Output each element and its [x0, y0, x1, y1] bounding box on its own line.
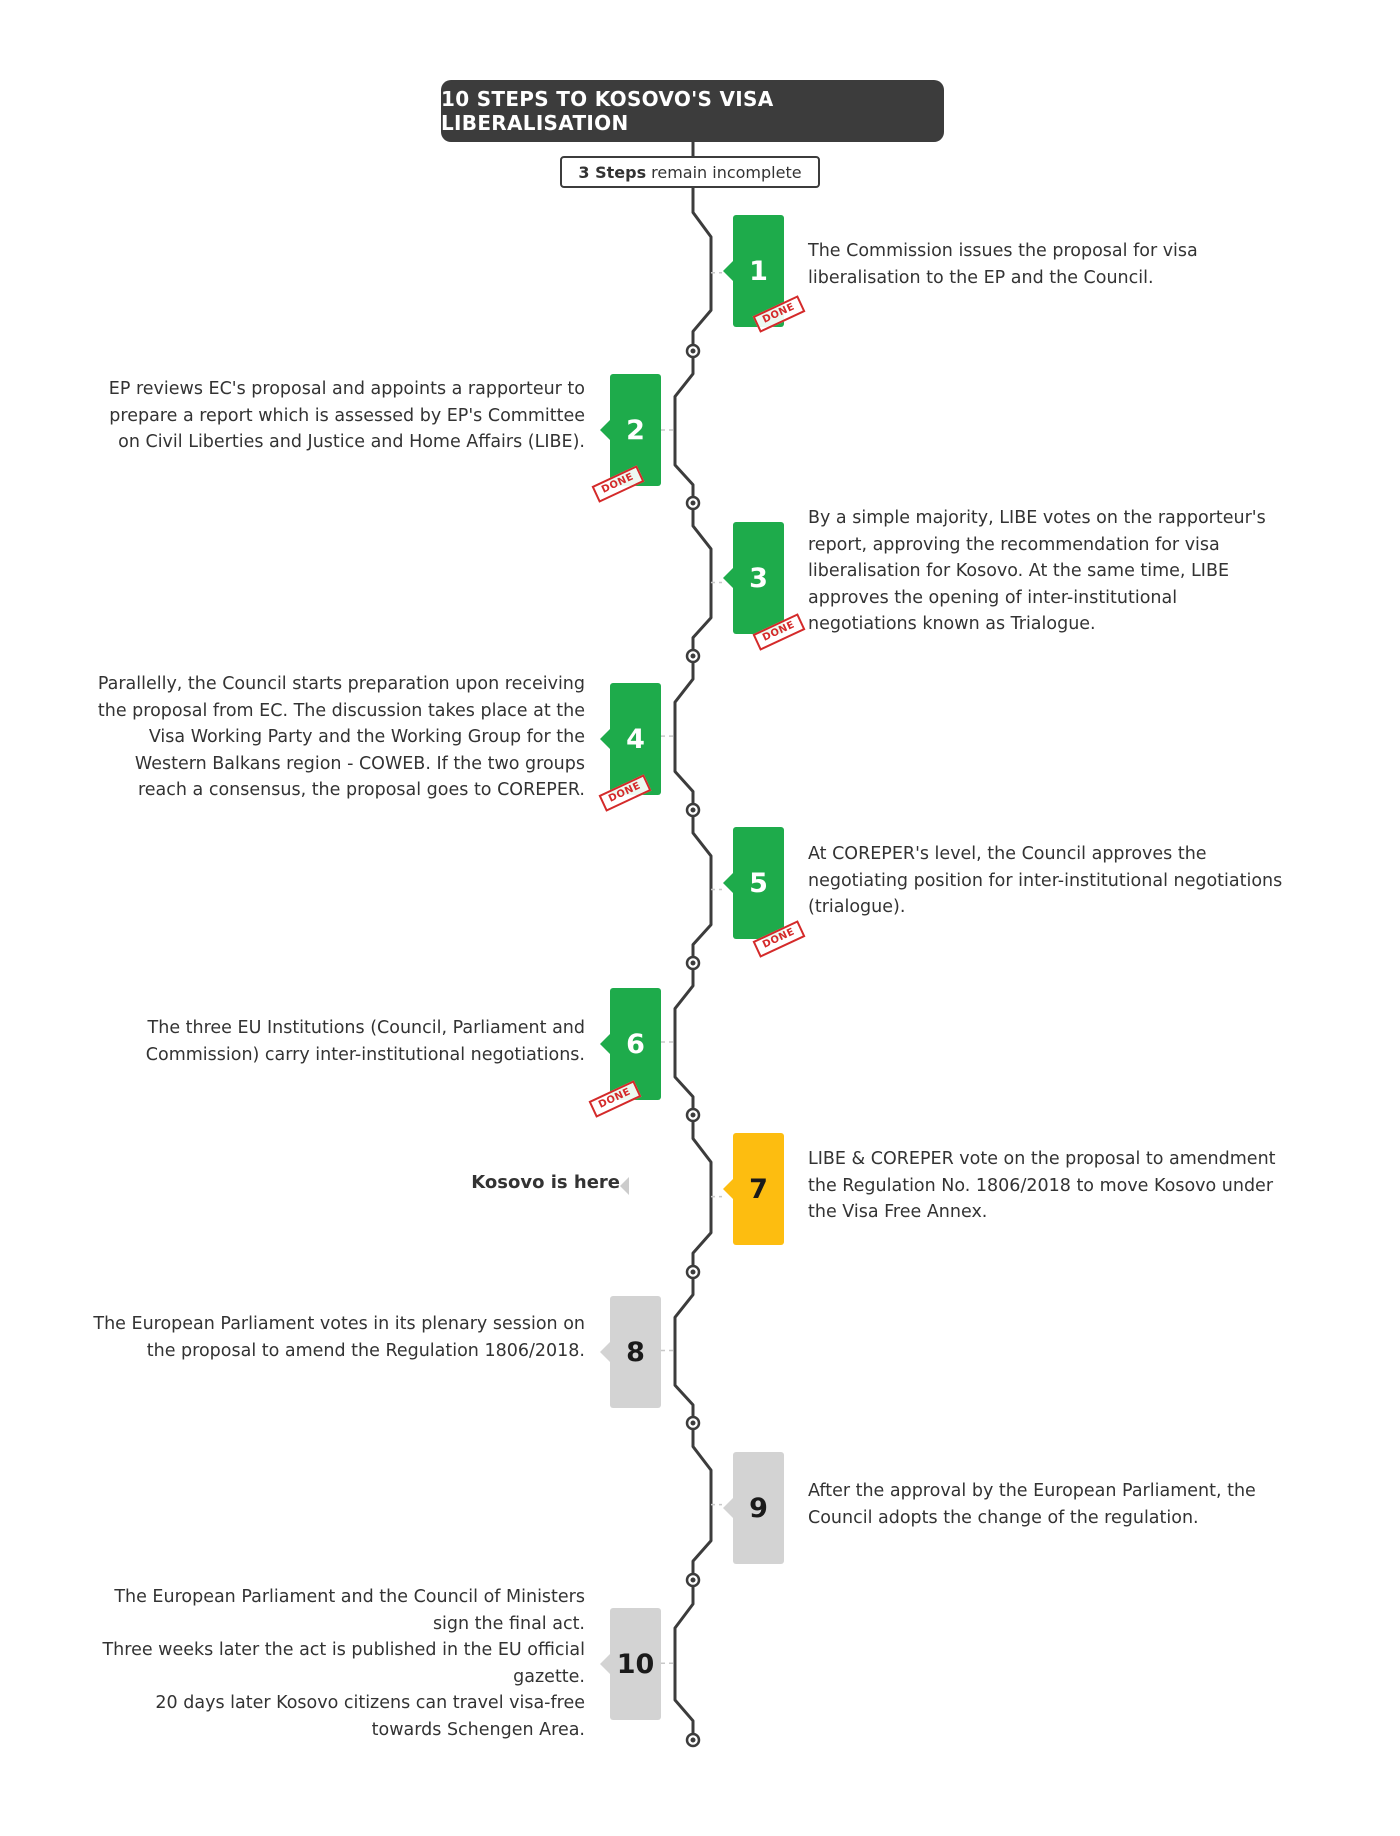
remaining-steps-box: [560, 156, 820, 188]
timeline-node-8: [687, 1417, 699, 1429]
timeline-node-4: [687, 804, 699, 816]
step-7-number: 7: [749, 1173, 768, 1205]
step-8-description: The European Parliament votes in its plenary session on the proposal to amend the Regulation 1806/2018.: [93, 1314, 585, 1361]
timeline-node-1: [687, 345, 699, 357]
step-1-number: 1: [749, 255, 768, 287]
step-4-description: Parallelly, the Council starts preparation upon receiving the proposal from EC. The discussion takes place at the Visa Working Party and the Working Group for the Western Balkans region - COWEB. If the two groups reach a consensus, the proposal goes to COREPER.: [97, 674, 585, 800]
timeline-node-2: [687, 497, 699, 509]
step-9-description: After the approval by the European Parliament, the Council adopts the change of the regulation.: [808, 1481, 1256, 1528]
step-6-description: The three EU Institutions (Council, Parliament and Commission) carry inter-institutional negotiations.: [145, 1018, 585, 1065]
step-3-number: 3: [749, 562, 768, 594]
step-3-badge: [733, 522, 784, 634]
step-4-done-stamp: DONE: [599, 774, 652, 811]
step-2-done-stamp: DONE: [592, 465, 645, 502]
timeline-node-5: [687, 957, 699, 969]
remaining-steps-text: remain incomplete: [651, 162, 802, 182]
step-9-number: 9: [749, 1492, 768, 1524]
step-10-description: The European Parliament and the Council of Ministers sign the final act. Three weeks later the act is published in the EU official gazette. 20 days later Kosovo citizens can travel visa-free towards Schengen Area.: [102, 1587, 585, 1740]
step-6-done-stamp: DONE: [589, 1080, 642, 1117]
step-1-description: The Commission issues the proposal for visa liberalisation to the EP and the Council.: [808, 241, 1198, 288]
step-2-description: EP reviews EC's proposal and appoints a rapporteur to prepare a report which is assessed by EP's Committee on Civil Liberties and Justice and Home Affairs (LIBE).: [108, 379, 585, 452]
step-9-badge: [733, 1452, 784, 1564]
kosovo-is-here-label: Kosovo is here: [471, 1172, 620, 1193]
step-8-number: 8: [626, 1336, 645, 1368]
step-5-description: At COREPER's level, the Council approves the negotiating position for inter-institutional negotiations (trialogue).: [808, 844, 1283, 917]
step-6-number: 6: [626, 1028, 645, 1060]
timeline-node-10: [687, 1734, 699, 1746]
step-10-number: 10: [616, 1648, 655, 1680]
timeline-node-9: [687, 1574, 699, 1586]
step-3-done-stamp: DONE: [753, 613, 806, 650]
step-7-badge: [733, 1133, 784, 1245]
step-7-description: LIBE & COREPER vote on the proposal to amendment the Regulation No. 1806/2018 to move Kosovo under the Visa Free Annex.: [808, 1149, 1276, 1222]
step-5-done-stamp: DONE: [753, 920, 806, 957]
kosovo-is-here-arrow-icon: [620, 1177, 629, 1195]
step-10-badge: [610, 1608, 661, 1720]
timeline-node-3: [687, 650, 699, 662]
remaining-steps-count: 3 Steps: [578, 162, 647, 182]
step-2-number: 2: [626, 414, 645, 446]
timeline-node-7: [687, 1266, 699, 1278]
step-5-badge: [733, 827, 784, 939]
step-1-done-stamp: DONE: [753, 295, 806, 332]
timeline-node-6: [687, 1109, 699, 1121]
step-3-description: By a simple majority, LIBE votes on the rapporteur's report, approving the recommendation for visa liberalisation for Kosovo. At the same time, LIBE approves the opening of inter-institutional negotiations known as Trialogue.: [808, 508, 1266, 634]
step-4-number: 4: [626, 723, 645, 755]
step-5-number: 5: [749, 867, 768, 899]
step-8-badge: [610, 1296, 661, 1408]
page-title: 10 STEPS TO KOSOVO'S VISA LIBERALISATION: [441, 80, 944, 142]
